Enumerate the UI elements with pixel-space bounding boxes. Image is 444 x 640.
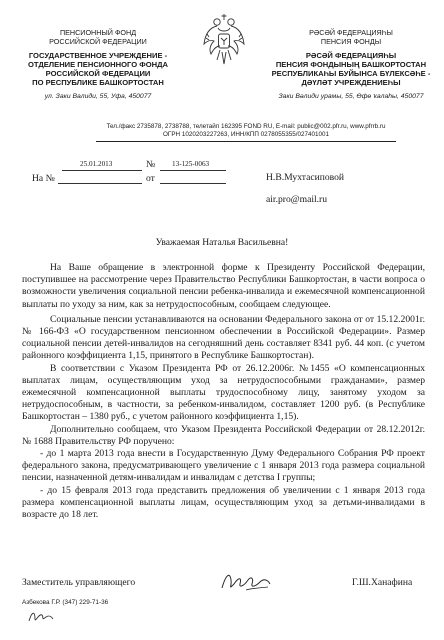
salutation: Уважаемая Наталья Васильевна! xyxy=(155,237,289,248)
reply-to-label: На № xyxy=(32,173,55,184)
header-left xyxy=(8,28,188,101)
org-address: Заки Вәлиди урамы, 55, Өфө ҡалаһы, 450077 xyxy=(278,93,424,100)
org-bold-line: РӘСӘЙ ФЕДЕРАЦИЯҺЫ xyxy=(305,51,397,60)
header-right xyxy=(262,28,440,101)
org-name-line: ПЕНСИЯ ФОНДЫ xyxy=(320,37,382,46)
org-name-line: РОССИЙСКОЙ ФЕДЕРАЦИИ xyxy=(49,37,147,46)
paragraph: Дополнительно сообщаем, что Указом Президента Российской Федерации от 28.12.2012г. № 1688 Правительству РФ поручено: xyxy=(22,423,425,447)
date-field-line xyxy=(62,161,142,171)
reply-date-line xyxy=(160,174,226,184)
recipient-name: Н.В.Мухтасиповой xyxy=(266,172,345,183)
from-label: от xyxy=(146,173,155,184)
paragraph: Социальные пенсии устанавливаются на основании Федерального закона от от 15.12.2001г. № 166-ФЗ «О государственном пенсионном обеспечении в Российской Федерации». Размер социальной пенсии детей-инвалидов на сегодняшний день составляет 8341 руб. 44 коп. (с учетом районного коэффициента 1,15, принятого в Республике Башкортостан). xyxy=(22,313,425,362)
contact-line: Тел./факс 2735878, 2738788, телетайп 162395 FOND RU, E-mail: public@002.pfr.ru, www.pfrrb.ru xyxy=(106,123,386,130)
org-name-line: РӘСӘЙ ФЕДЕРАЦИЯҺЫ xyxy=(309,28,393,37)
org-bold-line: ДӘҮЛӘТ УЧРЕЖДЕНИЕҺЫ xyxy=(301,78,401,87)
org-name-line: ПЕНСИОННЫЙ ФОНД xyxy=(59,28,137,37)
registration-ids: ОГРН 1020203227263, ИНН/КПП 0278055355/027401001 xyxy=(163,131,329,138)
org-bold-line: РОССИЙСКОЙ ФЕДЕРАЦИИ xyxy=(45,69,151,78)
executor-info: Азбекова Г.Р. (347) 229-71-36 xyxy=(22,599,109,606)
letter-body xyxy=(22,262,425,521)
handwritten-signature-icon xyxy=(218,566,278,596)
header-divider xyxy=(96,141,396,142)
number-field-line xyxy=(160,161,226,171)
paragraph: В соответствии с Указом Президента РФ от 26.12.2006г. №1455 «О компенсационных выплатах лицам, осуществляющим уход за нетрудоспособными гражданами», размер ежемесячной компенсационной выплаты трудоспособному лицу, занятому уходом за нетрудоспособным, в частности, за ребенком-инвалидом, составляет 1200 руб. (в Республике Башкортостан – 1380 руб., с учетом районного коэффициента 1,15). xyxy=(22,362,425,423)
reply-number-line xyxy=(58,174,142,184)
org-bold-line: ОТДЕЛЕНИЕ ПЕНСИОННОГО ФОНДА xyxy=(27,60,169,69)
org-bold-line: ПО РЕСПУБЛИКЕ БАШКОРТОСТАН xyxy=(32,78,164,87)
contact-info xyxy=(96,123,396,139)
number-sign: № xyxy=(146,159,156,170)
coat-of-arms-icon xyxy=(202,10,246,68)
org-bold-line: РЕСПУБЛИКАҺЫ БУЙЫНСА БҮЛЕКСӘҺЕ - xyxy=(271,69,431,78)
org-bold-line: ПЕНСИЯ ФОНДЫНЫҢ БАШКОРТОСТАН xyxy=(275,60,427,69)
signer-name: Г.Ш.Ханафина xyxy=(352,577,413,588)
recipient-email: air.pro@mail.ru xyxy=(266,194,328,205)
paragraph: - до 1 марта 2013 года внести в Государственную Думу Федерального Собрания РФ проект федерального закона, предусматривающего увеличение с 1 января 2013 года размера социальной пенсии, назначенной детям-инвалидам и инвалидам с детства I группы; xyxy=(22,448,425,484)
outgoing-date: 25.01.2013 xyxy=(80,160,113,168)
org-address: ул. Заки Валиди, 55, Уфа, 450077 xyxy=(44,93,152,100)
paragraph: - до 15 февраля 2013 года представить предложения об увеличении с 1 января 2013 года размера компенсационной выплаты лицам, осуществляющим уход за детьми-инвалидами в возрасте до 18 лет. xyxy=(22,484,425,521)
handwritten-initials-icon xyxy=(26,607,56,625)
outgoing-number: 13-125-0063 xyxy=(172,160,210,168)
paragraph: На Ваше обращение в электронной форме к Президенту Российской Федерации, поступившее на рассмотрение через Правительство Республики Башкортостан, в части вопроса о возможности увеличения социальной пенсии ребенка-инвалида и ежемесячной компенсационной выплаты по уходу за ним, как за нетрудоспособным, сообщаем следующее. xyxy=(22,262,425,310)
org-bold-line: ГОСУДАРСТВЕННОЕ УЧРЕЖДЕНИЕ - xyxy=(28,51,168,60)
signer-position: Заместитель управляющего xyxy=(22,577,136,588)
